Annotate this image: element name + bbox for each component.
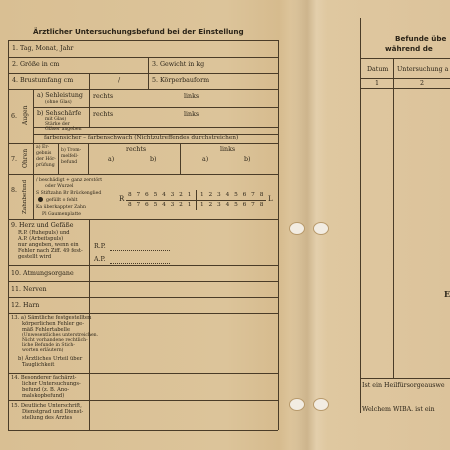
left-label: links [220, 146, 236, 153]
teeth-upper-left: 1 2 3 4 5 6 7 8 [200, 192, 265, 198]
eardrum-label: melfell- [61, 154, 79, 159]
teeth-lower-left: 1 2 3 4 5 6 7 8 [200, 202, 265, 208]
vision-sub: (ohne Glas) [45, 100, 72, 105]
teeth-lower-right: 8 7 6 5 4 3 2 1 [128, 202, 193, 208]
row-number: 8. [11, 187, 18, 194]
field-urine: 12. Harn [11, 302, 40, 309]
hearing-label: gebnis [36, 151, 52, 156]
punch-hole [289, 222, 305, 235]
eardrum-label: befund [61, 160, 78, 165]
vision-label: a) Sehleistung [37, 92, 83, 99]
fitness-label: Tauglichkeit [22, 362, 55, 368]
col-exam: Untersuchung a [397, 66, 449, 73]
filled-dot-icon [38, 197, 43, 202]
defects-label: körperlichen Fehler ge- [22, 321, 84, 327]
signature-label: stellung des Arztes [22, 415, 73, 421]
punch-hole [313, 398, 329, 411]
col-num-1: 1 [375, 80, 380, 87]
acuity-sub1: mit Glas) [45, 117, 67, 122]
teeth-legend: oder Wurzel [45, 184, 74, 189]
eyes-label: Augen [22, 105, 29, 125]
field-height: 2. Größe in cm [12, 61, 60, 68]
teeth-label: Zahnbefund [22, 179, 28, 214]
defects-label: (Unwesentliches unterstreichen. [22, 333, 99, 338]
signature-label: Dienstgrad und Dienst- [22, 409, 84, 415]
ear-a: a) [108, 156, 115, 163]
specialist-label: befund (z. B. Ano- [22, 387, 70, 393]
teeth-legend: Pl Gaumenplatte [42, 212, 81, 217]
hearing-label: der Hör- [36, 157, 56, 162]
resting-pulse: R.P. [94, 243, 106, 250]
right-title-2: während de [385, 44, 433, 53]
field-chest: 4. Brustumfang cm [12, 77, 74, 84]
punch-hole [289, 398, 305, 411]
teeth-legend: S Stiftzahn Br Brückenglied [36, 191, 102, 196]
heart-label: nur angeben, wenn ein [18, 242, 79, 248]
defects-label: Nicht vorhandene rechtlich- [22, 338, 88, 343]
right-title-1: Befunde übe [395, 34, 447, 43]
signature-label: 15. Deutliche Unterschrift, [11, 403, 82, 409]
row-number: 7. [11, 156, 18, 163]
specialist-label: malskopbefund) [22, 393, 65, 399]
right-label: rechts [93, 111, 114, 118]
teeth-legend: Ka überkappter Zahn [36, 205, 86, 210]
defects-label: liche Befunde in Stich- [22, 343, 75, 348]
punch-hole [313, 222, 329, 235]
ear-b: b) [150, 156, 157, 163]
right-label: rechts [93, 93, 114, 100]
defects-label: mäß Fehlertabelle [22, 327, 71, 333]
specialist-label: 14. Besonderer fachärzt- [11, 375, 77, 381]
field-respiratory: 10. Atmungsorgane [11, 270, 74, 277]
hearing-label: prüfung [36, 163, 55, 168]
chest-slash: / [118, 77, 121, 84]
left-label: links [184, 93, 200, 100]
right-label: rechts [126, 146, 147, 153]
field-date: 1. Tag, Monat, Jahr [12, 45, 74, 52]
heart-label: Fehler nach Ziff. 49 fest- [18, 248, 83, 254]
defects-label: 13. a) Sämtliche festgestellten [11, 315, 92, 321]
row-number: 6. [11, 113, 18, 120]
ear-a: a) [202, 156, 209, 163]
right-bottom-1: Ist ein Heilfürsorgeauswe [362, 382, 445, 389]
field-weight: 3. Gewicht in kg [152, 61, 205, 68]
hearing-label: a) Er- [36, 145, 50, 150]
teeth-L: L [268, 195, 273, 203]
ear-b: b) [244, 156, 251, 163]
work-pulse: A.P. [94, 256, 106, 263]
col-num-2: 2 [420, 80, 425, 87]
specialist-label: licher Untersuchungs- [22, 381, 81, 387]
heart-label: R.P. (Ruhepuls) und [18, 230, 70, 236]
ears-label: Ohren [22, 148, 29, 168]
acuity-sub2: Stärke der [45, 122, 70, 127]
heart-label: 9. Herz und Gefäße [11, 222, 74, 229]
field-nerves: 11. Nerven [11, 286, 47, 293]
heart-label: gestellt wird [18, 254, 52, 260]
teeth-legend: / beschädigt + ganz zerstört [36, 178, 103, 183]
fitness-label: b) Ärztliches Urteil über [18, 356, 83, 362]
right-mark: E [444, 289, 450, 299]
defects-label: worten erläutern) [22, 348, 64, 353]
color-vision: farbensicher – farbenschwach (Nichtzutreffendes durchstreichen) [44, 135, 239, 141]
teeth-legend: gefüllt o fehlt [46, 198, 78, 203]
teeth-R: R [119, 195, 125, 203]
col-date: Datum [367, 66, 389, 73]
acuity-label: b) Sehschärfe [37, 110, 82, 117]
field-build: 5. Körperbauform [152, 77, 210, 84]
teeth-upper-right: 8 7 6 5 4 3 2 1 [128, 192, 193, 198]
heart-label: A.P. (Arbeitspuls) [18, 236, 64, 242]
form-title: Ärztlicher Untersuchungsbefund bei der Einstellung [33, 27, 244, 36]
right-bottom-2: Welchem WIBA. ist ein [362, 406, 435, 413]
acuity-sub3: Gläser angeben [45, 127, 82, 132]
eardrum-label: b) Trom- [61, 148, 82, 153]
left-label: links [184, 111, 200, 118]
